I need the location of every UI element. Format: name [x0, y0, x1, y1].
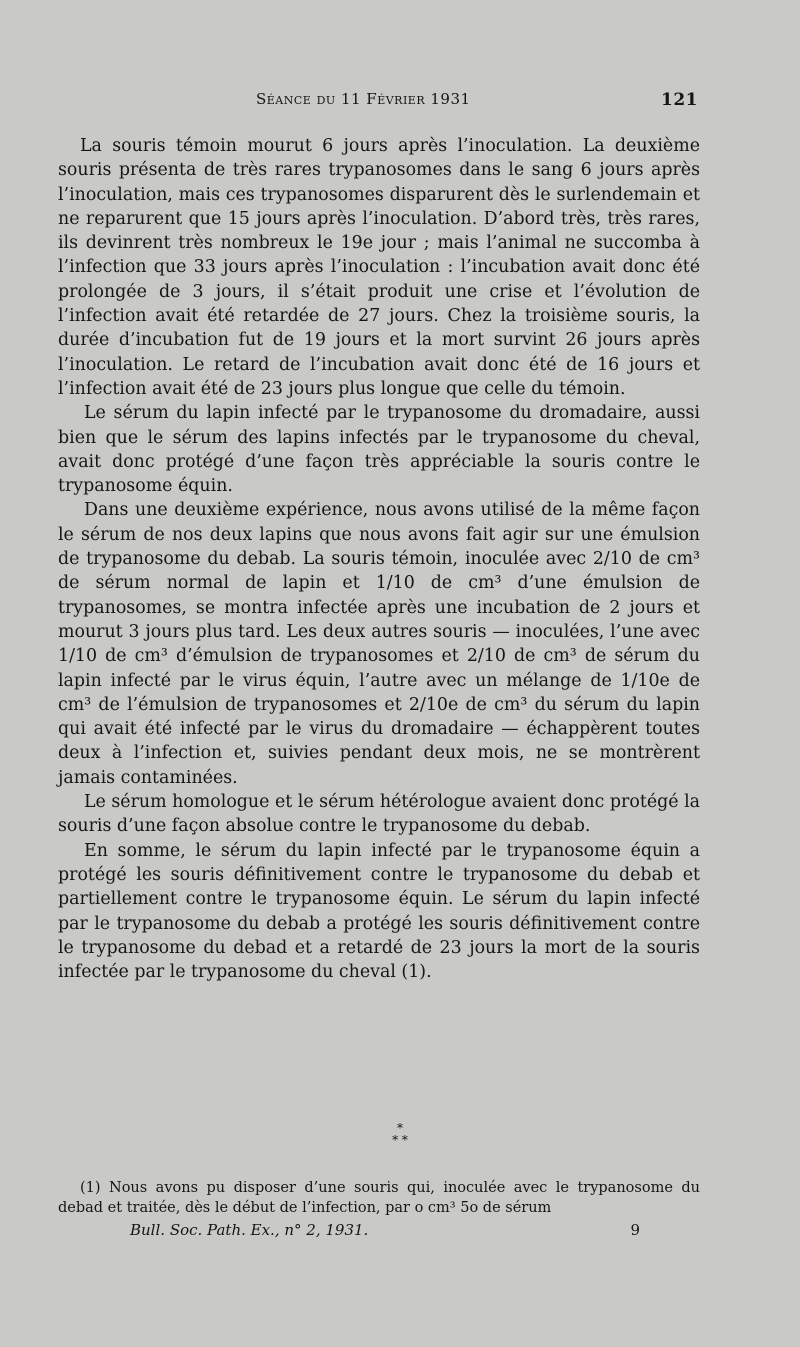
asterism-top: * — [397, 1121, 403, 1135]
paragraph-3: Dans une deuxième expérience, nous avons utilisé de la même façon le sérum de nos deux lapins que nous avons fait agir sur une émulsion de trypanosome du debab. La souris témoin, inoculée avec 2/10 de cm³ de sérum normal de lapin et 1/10 de cm³ d’une émulsion de trypanosomes, se montra infectée après une incubation de 2 jours et mourut 3 jours plus tard. Les deux autres souris — inoculées, l’une avec 1/10 de cm³ d’émulsion de trypanosomes et 2/10 de cm³ de sérum du lapin infecté par le virus équin, l’autre avec un mélange de 1/10e de cm³ de l’émulsion de trypanosomes et 2/10e de cm³ du sérum du lapin qui avait été infecté par le virus du dromadaire — échappèrent toutes deux à l’infection et, suivies pendant deux mois, ne se montrèrent jamais contaminées. — [58, 500, 700, 788]
journal-reference: Bull. Soc. Path. Ex., n° 2, 1931. — [130, 1221, 369, 1239]
header-title: Séance du 11 Février 1931 — [256, 90, 471, 108]
paragraph-5: En somme, le sérum du lapin infecté par le trypanosome équin a protégé les souris définitivement contre le trypanosome du debab et partiellement contre le trypanosome équin. Le sérum du lapin infecté par le trypanosome du debab a protégé les souris définitivement contre le trypanosome du debad et a retardé de 23 jours la mort de la souris infectée par le trypanosome du cheval (1). — [58, 840, 700, 983]
asterism-separator — [0, 1122, 800, 1146]
paragraph-1: La souris témoin mourut 6 jours après l’inoculation. La deuxième souris présenta de très rares trypanosomes dans le sang 6 jours après l’inoculation, mais ces trypanosomes disparurent dès le surlendemain et ne reparurent que 15 jours après l’inoculation. D’abord très, très rares, ils devinrent très nombreux le 19e jour ; mais l’animal ne succomba à l’infection que 33 jours après l’inoculation : l’incubation avait donc été prolongée de 3 jours, il s’était produit une crise et l’évolution de l’infection avait été retardée de 27 jours. Chez la troisième souris, la durée d’incubation fut de 19 jours et la mort survint 26 jours après l’inoculation. Le retard de l’incubation avait donc été de 16 jours et l’infection avait été de 23 jours plus longue que celle du témoin. — [58, 136, 700, 399]
running-header — [58, 90, 710, 114]
paragraph-2: Le sérum du lapin infecté par le trypanosome du dromadaire, aussi bien que le sérum des lapins infectés par le trypanosome du cheval, avait donc protégé d’une façon très appréciable la souris contre le trypanosome équin. — [58, 403, 700, 497]
footnote: (1) Nous avons pu disposer d’une souris qui, inoculée avec le trypanosome du debad et traitée, dès le début de l’infection, par o cm³ 5o de sérum — [58, 1180, 700, 1216]
asterism-bottom: * * — [392, 1133, 408, 1147]
body-text — [58, 134, 700, 984]
page-number: 121 — [661, 90, 698, 110]
sheet-number: 9 — [630, 1221, 640, 1239]
sheet-signature — [130, 1221, 640, 1239]
paragraph-4: Le sérum homologue et le sérum hétérologue avaient donc protégé la souris d’une façon absolue contre le trypanosome du debab. — [58, 792, 700, 837]
